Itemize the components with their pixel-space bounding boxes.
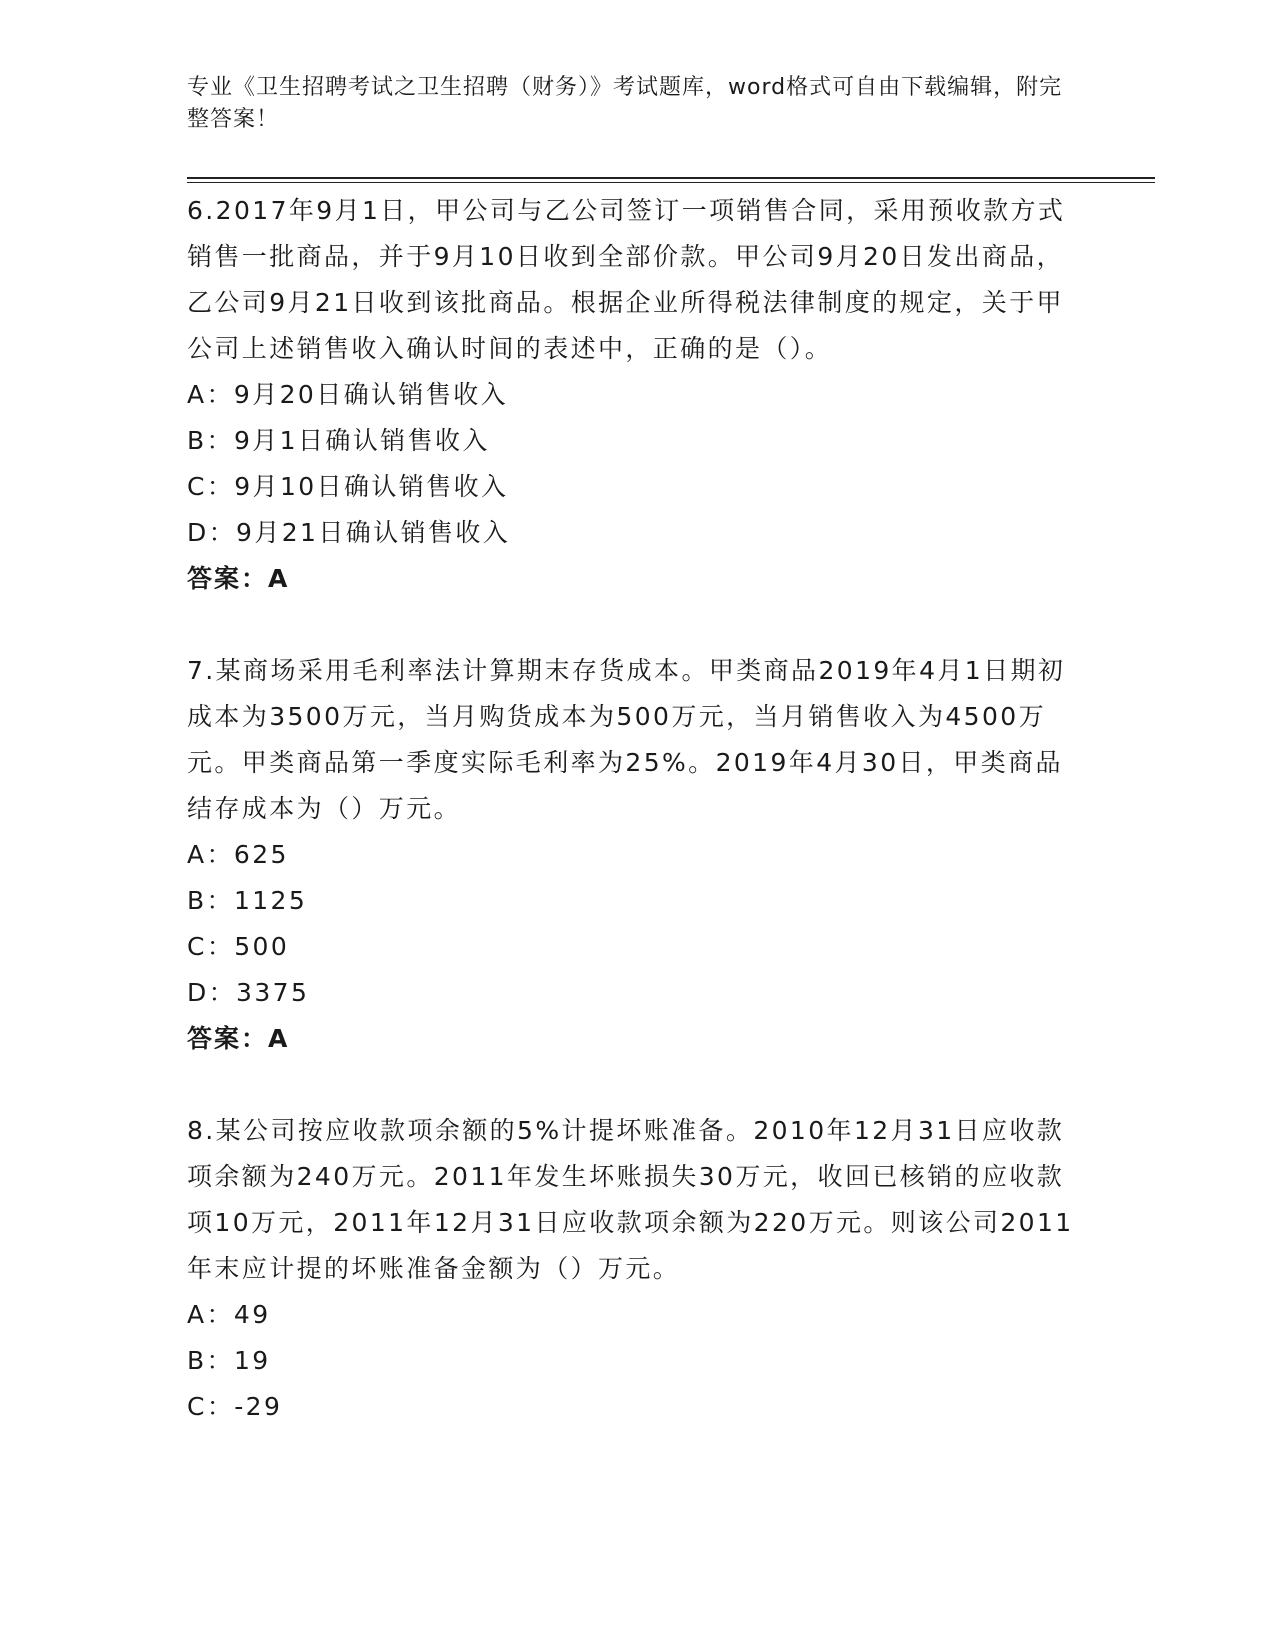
option-c: C：500 (187, 932, 290, 961)
question-list (187, 188, 1087, 1476)
question-stem: 6.2017年9月1日，甲公司与乙公司签订一项销售合同，采用预收款方式销售一批商品，并于9月10日收到全部价款。甲公司9月20日发出商品，乙公司9月21日收到该批商品。根据企业所得税法律制度的规定，关于甲公司上述销售收入确认时间的表述中，正确的是（）。 (187, 196, 1066, 363)
question-8 (187, 1108, 1087, 1430)
question-stem: 7.某商场采用毛利率法计算期末存货成本。甲类商品2019年4月1日期初成本为3500万元，当月购货成本为500万元，当月销售收入为4500万元。甲类商品第一季度实际毛利率为25%。2019年4月30日，甲类商品结存成本为（）万元。 (187, 656, 1066, 823)
option-b: B：9月1日确认销售收入 (187, 426, 490, 455)
option-list (187, 372, 1087, 556)
question-7 (187, 648, 1087, 1062)
option-a: A：9月20日确认销售收入 (187, 380, 509, 409)
option-list (187, 832, 1087, 1016)
answer-label: 答案：A (187, 564, 290, 593)
answer-label: 答案：A (187, 1024, 290, 1053)
option-b: B：1125 (187, 886, 308, 915)
option-c: C：-29 (187, 1392, 283, 1421)
option-list (187, 1292, 1087, 1430)
option-a: A：625 (187, 840, 289, 869)
option-d: D：9月21日确认销售收入 (187, 518, 511, 547)
option-c: C：9月10日确认销售收入 (187, 472, 509, 501)
option-d: D：3375 (187, 978, 310, 1007)
question-stem: 8.某公司按应收款项余额的5%计提坏账准备。2010年12月31日应收款项余额为240万元。2011年发生坏账损失30万元，收回已核销的应收款项10万元，2011年12月31日应收款项余额为220万元。则该公司2011年末应计提的坏账准备金额为（）万元。 (187, 1116, 1074, 1283)
header-divider-thick (187, 177, 1155, 179)
header-divider-thin (187, 182, 1155, 183)
option-b: B：19 (187, 1346, 271, 1375)
option-a: A：49 (187, 1300, 271, 1329)
question-6 (187, 188, 1087, 602)
document-header: 专业《卫生招聘考试之卫生招聘（财务）》考试题库，word格式可自由下载编辑，附完整答案！ (187, 75, 1063, 132)
